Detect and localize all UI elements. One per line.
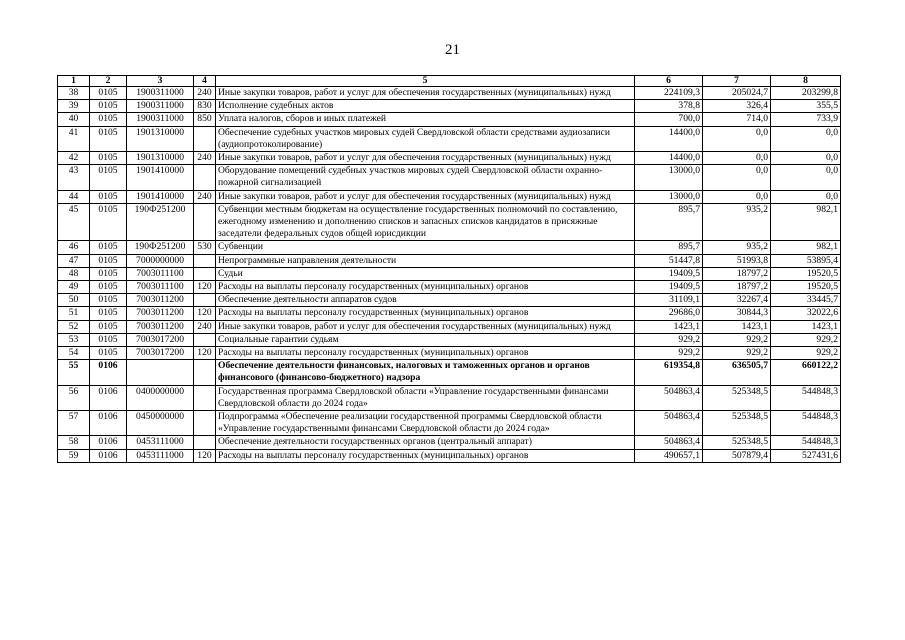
item-name: Расходы на выплаты персоналу государственных (муниципальных) органов	[216, 281, 635, 294]
header-cell: 2	[90, 76, 127, 87]
section-code: 0105	[90, 294, 127, 307]
expense-type-code	[194, 254, 216, 267]
amount-col-6: 378,8	[635, 100, 703, 113]
amount-col-6: 29686,0	[635, 307, 703, 320]
table-row	[58, 307, 841, 320]
expense-type-code	[194, 411, 216, 436]
expense-type-code: 120	[194, 307, 216, 320]
amount-col-8: 355,5	[771, 100, 841, 113]
amount-col-8: 544848,3	[771, 411, 841, 436]
amount-col-7: 30844,3	[703, 307, 771, 320]
amount-col-8: 19520,5	[771, 267, 841, 280]
amount-col-6: 51447,8	[635, 254, 703, 267]
table-row	[58, 190, 841, 203]
amount-col-6: 490657,1	[635, 449, 703, 462]
target-article-code: 7003011200	[127, 294, 194, 307]
target-article-code: 1900311000	[127, 100, 194, 113]
row-number: 46	[58, 241, 90, 254]
target-article-code: 1901410000	[127, 165, 194, 190]
amount-col-8: 32022,6	[771, 307, 841, 320]
amount-col-8: 929,2	[771, 347, 841, 360]
row-number: 49	[58, 281, 90, 294]
item-name: Иные закупки товаров, работ и услуг для обеспечения государственных (муниципальных) нужд	[216, 87, 635, 100]
amount-col-6: 619354,8	[635, 360, 703, 385]
row-number: 47	[58, 254, 90, 267]
row-number: 56	[58, 385, 90, 410]
amount-col-6: 504863,4	[635, 411, 703, 436]
section-code: 0105	[90, 152, 127, 165]
target-article-code: 7003011100	[127, 281, 194, 294]
target-article-code	[127, 360, 194, 385]
item-name: Обеспечение деятельности финансовых, налоговых и таможенных органов и органов финансового (финансово-бюджетного) надзора	[216, 360, 635, 385]
amount-col-8: 527431,6	[771, 449, 841, 462]
table-row	[58, 126, 841, 151]
amount-col-6: 895,7	[635, 241, 703, 254]
table-row	[58, 320, 841, 333]
table-row	[58, 100, 841, 113]
expense-type-code	[194, 126, 216, 151]
header-cell: 5	[216, 76, 635, 87]
expense-type-code	[194, 385, 216, 410]
amount-col-6: 1423,1	[635, 320, 703, 333]
amount-col-6: 14400,0	[635, 126, 703, 151]
amount-col-6: 929,2	[635, 347, 703, 360]
amount-col-8: 53895,4	[771, 254, 841, 267]
table-row	[58, 165, 841, 190]
item-name: Субвенции	[216, 241, 635, 254]
amount-col-6: 19409,5	[635, 281, 703, 294]
row-number: 41	[58, 126, 90, 151]
amount-col-7: 636505,7	[703, 360, 771, 385]
amount-col-8: 0,0	[771, 126, 841, 151]
row-number: 53	[58, 333, 90, 346]
section-code: 0105	[90, 307, 127, 320]
expense-type-code: 240	[194, 190, 216, 203]
amount-col-7: 205024,7	[703, 87, 771, 100]
header-cell: 4	[194, 76, 216, 87]
item-name: Иные закупки товаров, работ и услуг для обеспечения государственных (муниципальных) нужд	[216, 320, 635, 333]
amount-col-8: 0,0	[771, 190, 841, 203]
target-article-code: 190Ф251200	[127, 203, 194, 241]
expense-type-code	[194, 333, 216, 346]
target-article-code: 0400000000	[127, 385, 194, 410]
header-cell: 3	[127, 76, 194, 87]
table-header-row	[58, 76, 841, 87]
table-row	[58, 385, 841, 410]
item-name: Обеспечение судебных участков мировых судей Свердловской области средствами аудиозаписи (аудиопротоколирование)	[216, 126, 635, 151]
amount-col-7: 929,2	[703, 333, 771, 346]
item-name: Подпрограмма «Обеспечение реализации государственной программы Свердловской области «Управление государственными финансами Свердловской области до 2024 года»	[216, 411, 635, 436]
target-article-code: 1901310000	[127, 126, 194, 151]
section-code: 0105	[90, 203, 127, 241]
header-cell: 7	[703, 76, 771, 87]
target-article-code: 1900311000	[127, 87, 194, 100]
amount-col-6: 895,7	[635, 203, 703, 241]
target-article-code: 7000000000	[127, 254, 194, 267]
expense-type-code	[194, 294, 216, 307]
amount-col-6: 700,0	[635, 113, 703, 126]
section-code: 0106	[90, 411, 127, 436]
table-row	[58, 294, 841, 307]
amount-col-7: 32267,4	[703, 294, 771, 307]
item-name: Обеспечение деятельности государственных органов (центральный аппарат)	[216, 436, 635, 449]
section-code: 0106	[90, 436, 127, 449]
expense-type-code: 830	[194, 100, 216, 113]
item-name: Социальные гарантии судьям	[216, 333, 635, 346]
amount-col-6: 13000,0	[635, 190, 703, 203]
item-name: Уплата налогов, сборов и иных платежей	[216, 113, 635, 126]
row-number: 52	[58, 320, 90, 333]
target-article-code: 1900311000	[127, 113, 194, 126]
expense-type-code: 850	[194, 113, 216, 126]
target-article-code: 0453111000	[127, 436, 194, 449]
expense-type-code: 120	[194, 281, 216, 294]
amount-col-6: 929,2	[635, 333, 703, 346]
amount-col-7: 935,2	[703, 241, 771, 254]
target-article-code: 190Ф251200	[127, 241, 194, 254]
amount-col-7: 0,0	[703, 126, 771, 151]
amount-col-8: 1423,1	[771, 320, 841, 333]
amount-col-8: 929,2	[771, 333, 841, 346]
amount-col-7: 0,0	[703, 165, 771, 190]
amount-col-6: 14400,0	[635, 152, 703, 165]
expense-type-code: 120	[194, 449, 216, 462]
header-cell: 8	[771, 76, 841, 87]
table-row	[58, 87, 841, 100]
amount-col-7: 1423,1	[703, 320, 771, 333]
row-number: 51	[58, 307, 90, 320]
table-row	[58, 333, 841, 346]
table-row	[58, 241, 841, 254]
section-code: 0106	[90, 385, 127, 410]
section-code: 0105	[90, 267, 127, 280]
expense-type-code: 240	[194, 152, 216, 165]
item-name: Иные закупки товаров, работ и услуг для обеспечения государственных (муниципальных) нужд	[216, 190, 635, 203]
item-name: Государственная программа Свердловской области «Управление государственными финансами Свердловской области до 2024 года»	[216, 385, 635, 410]
amount-col-8: 0,0	[771, 152, 841, 165]
amount-col-8: 982,1	[771, 203, 841, 241]
amount-col-7: 525348,5	[703, 436, 771, 449]
section-code: 0105	[90, 190, 127, 203]
amount-col-8: 733,9	[771, 113, 841, 126]
row-number: 54	[58, 347, 90, 360]
table-row	[58, 436, 841, 449]
expense-type-code	[194, 436, 216, 449]
section-code: 0105	[90, 347, 127, 360]
target-article-code: 7003017200	[127, 347, 194, 360]
row-number: 44	[58, 190, 90, 203]
target-article-code: 7003017200	[127, 333, 194, 346]
expense-type-code	[194, 267, 216, 280]
row-number: 50	[58, 294, 90, 307]
row-number: 39	[58, 100, 90, 113]
table-row	[58, 360, 841, 385]
amount-col-6: 504863,4	[635, 385, 703, 410]
amount-col-8: 544848,3	[771, 436, 841, 449]
item-name: Иные закупки товаров, работ и услуг для обеспечения государственных (муниципальных) нужд	[216, 152, 635, 165]
table-row	[58, 411, 841, 436]
amount-col-7: 525348,5	[703, 385, 771, 410]
amount-col-8: 660122,2	[771, 360, 841, 385]
section-code: 0105	[90, 100, 127, 113]
section-code: 0105	[90, 320, 127, 333]
section-code: 0105	[90, 281, 127, 294]
item-name: Расходы на выплаты персоналу государственных (муниципальных) органов	[216, 307, 635, 320]
item-name: Расходы на выплаты персоналу государственных (муниципальных) органов	[216, 449, 635, 462]
row-number: 55	[58, 360, 90, 385]
budget-table	[57, 75, 841, 463]
amount-col-7: 507879,4	[703, 449, 771, 462]
amount-col-7: 935,2	[703, 203, 771, 241]
amount-col-7: 0,0	[703, 190, 771, 203]
amount-col-8: 33445,7	[771, 294, 841, 307]
section-code: 0105	[90, 241, 127, 254]
amount-col-8: 203299,8	[771, 87, 841, 100]
row-number: 57	[58, 411, 90, 436]
amount-col-6: 19409,5	[635, 267, 703, 280]
page-number: 21	[445, 42, 460, 58]
section-code: 0105	[90, 165, 127, 190]
item-name: Непрограммные направления деятельности	[216, 254, 635, 267]
section-code: 0106	[90, 449, 127, 462]
amount-col-7: 18797,2	[703, 267, 771, 280]
amount-col-6: 31109,1	[635, 294, 703, 307]
expense-type-code: 530	[194, 241, 216, 254]
row-number: 42	[58, 152, 90, 165]
row-number: 59	[58, 449, 90, 462]
amount-col-6: 224109,3	[635, 87, 703, 100]
item-name: Судьи	[216, 267, 635, 280]
table-row	[58, 254, 841, 267]
expense-type-code: 240	[194, 87, 216, 100]
header-cell: 6	[635, 76, 703, 87]
table-row	[58, 267, 841, 280]
table-row	[58, 152, 841, 165]
item-name: Субвенции местным бюджетам на осуществление государственных полномочий по составлению, ежегодному изменению и дополнению списков и запасных списков кандидатов в присяжные заседатели федеральных судов общей юрисдикции	[216, 203, 635, 241]
amount-col-8: 982,1	[771, 241, 841, 254]
section-code: 0106	[90, 360, 127, 385]
amount-col-8: 544848,3	[771, 385, 841, 410]
amount-col-7: 714,0	[703, 113, 771, 126]
amount-col-7: 51993,8	[703, 254, 771, 267]
section-code: 0105	[90, 126, 127, 151]
section-code: 0105	[90, 333, 127, 346]
expense-type-code: 120	[194, 347, 216, 360]
row-number: 43	[58, 165, 90, 190]
expense-type-code: 240	[194, 320, 216, 333]
amount-col-8: 19520,5	[771, 281, 841, 294]
row-number: 40	[58, 113, 90, 126]
target-article-code: 7003011200	[127, 307, 194, 320]
table-row	[58, 113, 841, 126]
amount-col-7: 326,4	[703, 100, 771, 113]
expense-type-code	[194, 360, 216, 385]
target-article-code: 0453111000	[127, 449, 194, 462]
header-cell: 1	[58, 76, 90, 87]
target-article-code: 0450000000	[127, 411, 194, 436]
amount-col-7: 929,2	[703, 347, 771, 360]
item-name: Исполнение судебных актов	[216, 100, 635, 113]
target-article-code: 7003011200	[127, 320, 194, 333]
table-body	[58, 87, 841, 463]
amount-col-6: 13000,0	[635, 165, 703, 190]
row-number: 38	[58, 87, 90, 100]
section-code: 0105	[90, 254, 127, 267]
amount-col-6: 504863,4	[635, 436, 703, 449]
amount-col-7: 0,0	[703, 152, 771, 165]
table-row	[58, 449, 841, 462]
target-article-code: 1901410000	[127, 190, 194, 203]
section-code: 0105	[90, 113, 127, 126]
amount-col-8: 0,0	[771, 165, 841, 190]
row-number: 48	[58, 267, 90, 280]
amount-col-7: 18797,2	[703, 281, 771, 294]
expense-type-code	[194, 165, 216, 190]
row-number: 45	[58, 203, 90, 241]
item-name: Расходы на выплаты персоналу государственных (муниципальных) органов	[216, 347, 635, 360]
table-row	[58, 347, 841, 360]
table-row	[58, 203, 841, 241]
target-article-code: 7003011100	[127, 267, 194, 280]
row-number: 58	[58, 436, 90, 449]
expense-type-code	[194, 203, 216, 241]
table-row	[58, 281, 841, 294]
amount-col-7: 525348,5	[703, 411, 771, 436]
item-name: Обеспечение деятельности аппаратов судов	[216, 294, 635, 307]
item-name: Оборудование помещений судебных участков мировых судей Свердловской области охранно-пожарной сигнализацией	[216, 165, 635, 190]
target-article-code: 1901310000	[127, 152, 194, 165]
section-code: 0105	[90, 87, 127, 100]
